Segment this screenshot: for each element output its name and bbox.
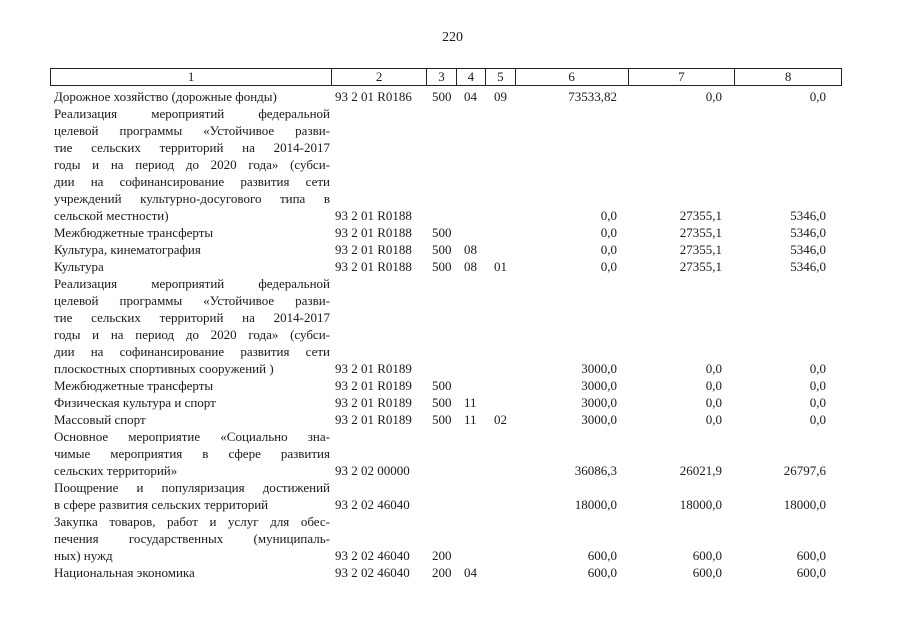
value-col8-cell: 5346,0 — [790, 242, 826, 257]
expense-type-cell: 500 — [432, 412, 452, 427]
row-values — [54, 496, 844, 513]
table-body — [54, 88, 844, 581]
column-header-4: 4 — [456, 69, 485, 85]
budget-code-cell: 93 2 01 R0188 — [335, 242, 412, 257]
value-col6-cell: 600,0 — [587, 565, 617, 580]
value-col6-cell: 3000,0 — [581, 361, 617, 376]
description-line: Межбюджетные трансферты — [54, 378, 214, 393]
column-header-7: 7 — [628, 69, 735, 85]
value-col7-cell: 27355,1 — [679, 225, 722, 240]
table-row — [54, 241, 844, 258]
subsection-cell: 01 — [494, 259, 507, 274]
expense-type-cell: 500 — [432, 225, 452, 240]
description-line: Национальная экономика — [54, 565, 195, 580]
description-line: Физическая культура и спорт — [54, 395, 216, 410]
row-values — [54, 394, 844, 411]
row-values — [54, 88, 844, 105]
table-row — [54, 88, 844, 105]
value-col7-cell: 26021,9 — [679, 463, 722, 478]
row-values — [54, 224, 844, 241]
description-line: плоскостных спортивных сооружений ) — [54, 361, 274, 376]
value-col7-cell: 27355,1 — [679, 259, 722, 274]
row-values — [54, 547, 844, 564]
value-col6-cell: 18000,0 — [574, 497, 617, 512]
budget-code-cell: 93 2 02 46040 — [335, 548, 410, 563]
table-row — [54, 411, 844, 428]
budget-code-cell: 93 2 01 R0188 — [335, 208, 412, 223]
table-row — [54, 275, 844, 377]
description-line: целевой программы «Устойчивое разви- — [54, 293, 330, 308]
table-row — [54, 479, 844, 513]
value-col8-cell: 0,0 — [809, 395, 826, 410]
row-values — [54, 241, 844, 258]
column-header-8: 8 — [734, 69, 841, 85]
table-row — [54, 224, 844, 241]
expense-type-cell: 200 — [432, 565, 452, 580]
value-col8-cell: 18000,0 — [783, 497, 826, 512]
description-line: годы и на период до 2020 года» (субси- — [54, 327, 330, 342]
value-col6-cell: 3000,0 — [581, 412, 617, 427]
expense-type-cell: 500 — [432, 395, 452, 410]
value-col6-cell: 0,0 — [600, 242, 617, 257]
expense-type-cell: 500 — [432, 259, 452, 274]
row-values — [54, 360, 844, 377]
value-col7-cell: 18000,0 — [679, 497, 722, 512]
budget-code-cell: 93 2 01 R0188 — [335, 225, 412, 240]
expense-type-cell: 500 — [432, 378, 452, 393]
subsection-cell: 09 — [494, 89, 507, 104]
description-line: сельской местности) — [54, 208, 169, 223]
value-col6-cell: 3000,0 — [581, 395, 617, 410]
value-col7-cell: 0,0 — [705, 378, 722, 393]
budget-code-cell: 93 2 01 R0189 — [335, 361, 412, 376]
section-cell: 11 — [464, 395, 477, 410]
row-values — [54, 462, 844, 479]
table-row — [54, 377, 844, 394]
section-cell: 08 — [464, 242, 477, 257]
row-values — [54, 207, 844, 224]
description-line: дии на софинансирование развития сети — [54, 344, 330, 359]
description-line: тие сельских территорий на 2014-2017 — [54, 140, 330, 155]
value-col6-cell: 0,0 — [600, 259, 617, 274]
budget-code-cell: 93 2 02 00000 — [335, 463, 410, 478]
column-header-2: 2 — [331, 69, 426, 85]
value-col7-cell: 0,0 — [705, 412, 722, 427]
row-values — [54, 377, 844, 394]
row-values — [54, 564, 844, 581]
row-values — [54, 411, 844, 428]
description-line: Культура — [54, 259, 104, 274]
table-row — [54, 105, 844, 224]
budget-code-cell: 93 2 02 46040 — [335, 565, 410, 580]
expense-type-cell: 200 — [432, 548, 452, 563]
value-col6-cell: 36086,3 — [574, 463, 617, 478]
description-line: целевой программы «Устойчивое разви- — [54, 123, 330, 138]
value-col6-cell: 3000,0 — [581, 378, 617, 393]
expense-type-cell: 500 — [432, 242, 452, 257]
value-col7-cell: 0,0 — [705, 89, 722, 104]
table-row — [54, 394, 844, 411]
page-number: 220 — [442, 30, 463, 45]
value-col6-cell: 0,0 — [600, 208, 617, 223]
section-cell: 11 — [464, 412, 477, 427]
description-line: сельских территорий» — [54, 463, 178, 478]
description-line: в сфере развития сельских территорий — [54, 497, 269, 512]
description-line: Дорожное хозяйство (дорожные фонды) — [54, 89, 277, 104]
value-col7-cell: 600,0 — [692, 565, 722, 580]
description-line: Культура, кинематография — [54, 242, 201, 257]
column-header-1: 1 — [187, 69, 195, 84]
description-line: дии на софинансирование развития сети — [54, 174, 330, 189]
value-col8-cell: 600,0 — [796, 548, 826, 563]
value-col8-cell: 5346,0 — [790, 259, 826, 274]
value-col7-cell: 27355,1 — [679, 208, 722, 223]
description-line: годы и на период до 2020 года» (субси- — [54, 157, 330, 172]
value-col7-cell: 600,0 — [692, 548, 722, 563]
value-col8-cell: 600,0 — [796, 565, 826, 580]
description-line: Закупка товаров, работ и услуг для обес- — [54, 514, 330, 529]
budget-code-cell: 93 2 01 R0188 — [335, 259, 412, 274]
value-col8-cell: 0,0 — [809, 412, 826, 427]
table-row — [54, 258, 844, 275]
value-col6-cell: 0,0 — [600, 225, 617, 240]
budget-code-cell: 93 2 01 R0189 — [335, 378, 412, 393]
description-line: Поощрение и популяризация достижений — [54, 480, 330, 495]
description-line: учреждений культурно-досугового типа в — [54, 191, 330, 206]
description-line: ных) нужд — [54, 548, 113, 563]
budget-code-cell: 93 2 01 R0189 — [335, 395, 412, 410]
column-header-5: 5 — [485, 69, 515, 85]
description-line: тие сельских территорий на 2014-2017 — [54, 310, 330, 325]
description-line: Реализация мероприятий федеральной — [54, 276, 330, 291]
description-line: печения государственных (муниципаль- — [54, 531, 330, 546]
description-line: чимые мероприятия в сфере развития — [54, 446, 330, 461]
value-col7-cell: 27355,1 — [679, 242, 722, 257]
value-col8-cell: 5346,0 — [790, 208, 826, 223]
budget-code-cell: 93 2 01 R0186 — [335, 89, 412, 104]
description-line: Реализация мероприятий федеральной — [54, 106, 330, 121]
expense-type-cell: 500 — [432, 89, 452, 104]
description-line: Основное мероприятие «Социально зна- — [54, 429, 330, 444]
value-col8-cell: 0,0 — [809, 89, 826, 104]
value-col7-cell: 0,0 — [705, 395, 722, 410]
section-cell: 04 — [464, 89, 477, 104]
value-col8-cell: 26797,6 — [783, 463, 826, 478]
row-values — [54, 258, 844, 275]
subsection-cell: 02 — [494, 412, 507, 427]
column-header-6: 6 — [515, 69, 628, 85]
description-line: Межбюджетные трансферты — [54, 225, 214, 240]
table-header — [50, 68, 842, 86]
budget-code-cell: 93 2 02 46040 — [335, 497, 410, 512]
value-col7-cell: 0,0 — [705, 361, 722, 376]
value-col8-cell: 0,0 — [809, 378, 826, 393]
budget-code-cell: 93 2 01 R0189 — [335, 412, 412, 427]
section-cell: 08 — [464, 259, 477, 274]
description-line: Массовый спорт — [54, 412, 146, 427]
table-row — [54, 513, 844, 564]
value-col6-cell: 600,0 — [587, 548, 617, 563]
value-col6-cell: 73533,82 — [568, 89, 617, 104]
column-header-3: 3 — [426, 69, 456, 85]
table-row — [54, 428, 844, 479]
table-row — [54, 564, 844, 581]
value-col8-cell: 0,0 — [809, 361, 826, 376]
section-cell: 04 — [464, 565, 477, 580]
value-col8-cell: 5346,0 — [790, 225, 826, 240]
